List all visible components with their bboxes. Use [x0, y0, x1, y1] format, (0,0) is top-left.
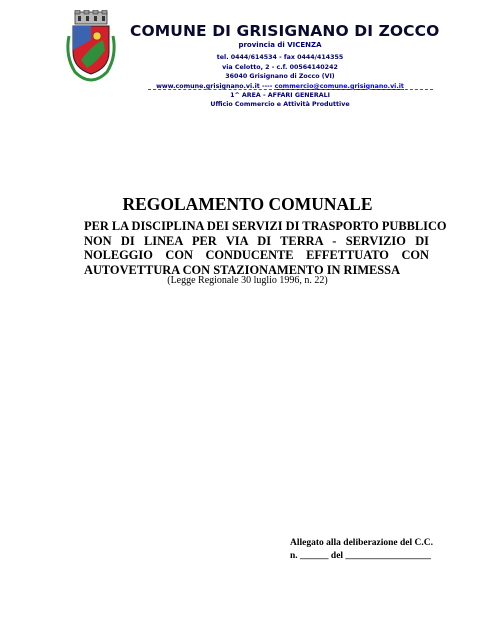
coat-of-arms-logo: [63, 10, 119, 82]
document-subject: [84, 219, 447, 277]
municipality-header: [130, 22, 440, 49]
separator: ----: [261, 82, 273, 90]
email-link[interactable]: commercio@comune.grisignano.vi.it: [274, 82, 404, 90]
subject-line: AUTOVETTURA CON STAZIONAMENTO IN RIMESSA: [84, 262, 401, 277]
area-label: 1^ AREA - AFFARI GENERALI: [230, 92, 330, 99]
subject-line: NON DI LINEA PER VIA DI TERRA - SERVIZIO DI: [84, 233, 429, 248]
municipality-name: COMUNE DI GRISIGNANO DI ZOCCO: [130, 22, 440, 40]
subject-line: NOLEGGIO CON CONDUCENTE EFFETTUATO CON: [84, 248, 429, 262]
street-address: via Celotto, 2 - c.f. 00564140242: [222, 63, 338, 71]
header-divider: [148, 89, 433, 90]
contact-block: [130, 53, 430, 91]
phone-fax: tel. 0444/614534 - fax 0444/414355: [216, 54, 344, 61]
deliberation-number-line: n. ______ del __________________: [290, 551, 431, 561]
subject-line: PER LA DISCIPLINA DEI SERVIZI DI TRASPORTO PUBBLICO: [84, 219, 447, 233]
deliberation-note: [290, 537, 433, 563]
attachment-label: Allegato alla deliberazione del C.C.: [290, 538, 434, 548]
website-link[interactable]: www.comune.grisignano.vi.it: [156, 82, 260, 90]
crown-icon: [75, 10, 107, 24]
province-label: provincia di VICENZA: [238, 41, 322, 49]
department-block: [130, 91, 430, 109]
document-title: REGOLAMENTO COMUNALE: [122, 194, 373, 214]
city-address: 36040 Grisignano di Zocco (VI): [225, 73, 335, 81]
law-reference: (Legge Regionale 30 luglio 1996, n. 22): [167, 275, 328, 286]
office-label: Ufficio Commercio e Attività Produttive: [210, 101, 350, 108]
